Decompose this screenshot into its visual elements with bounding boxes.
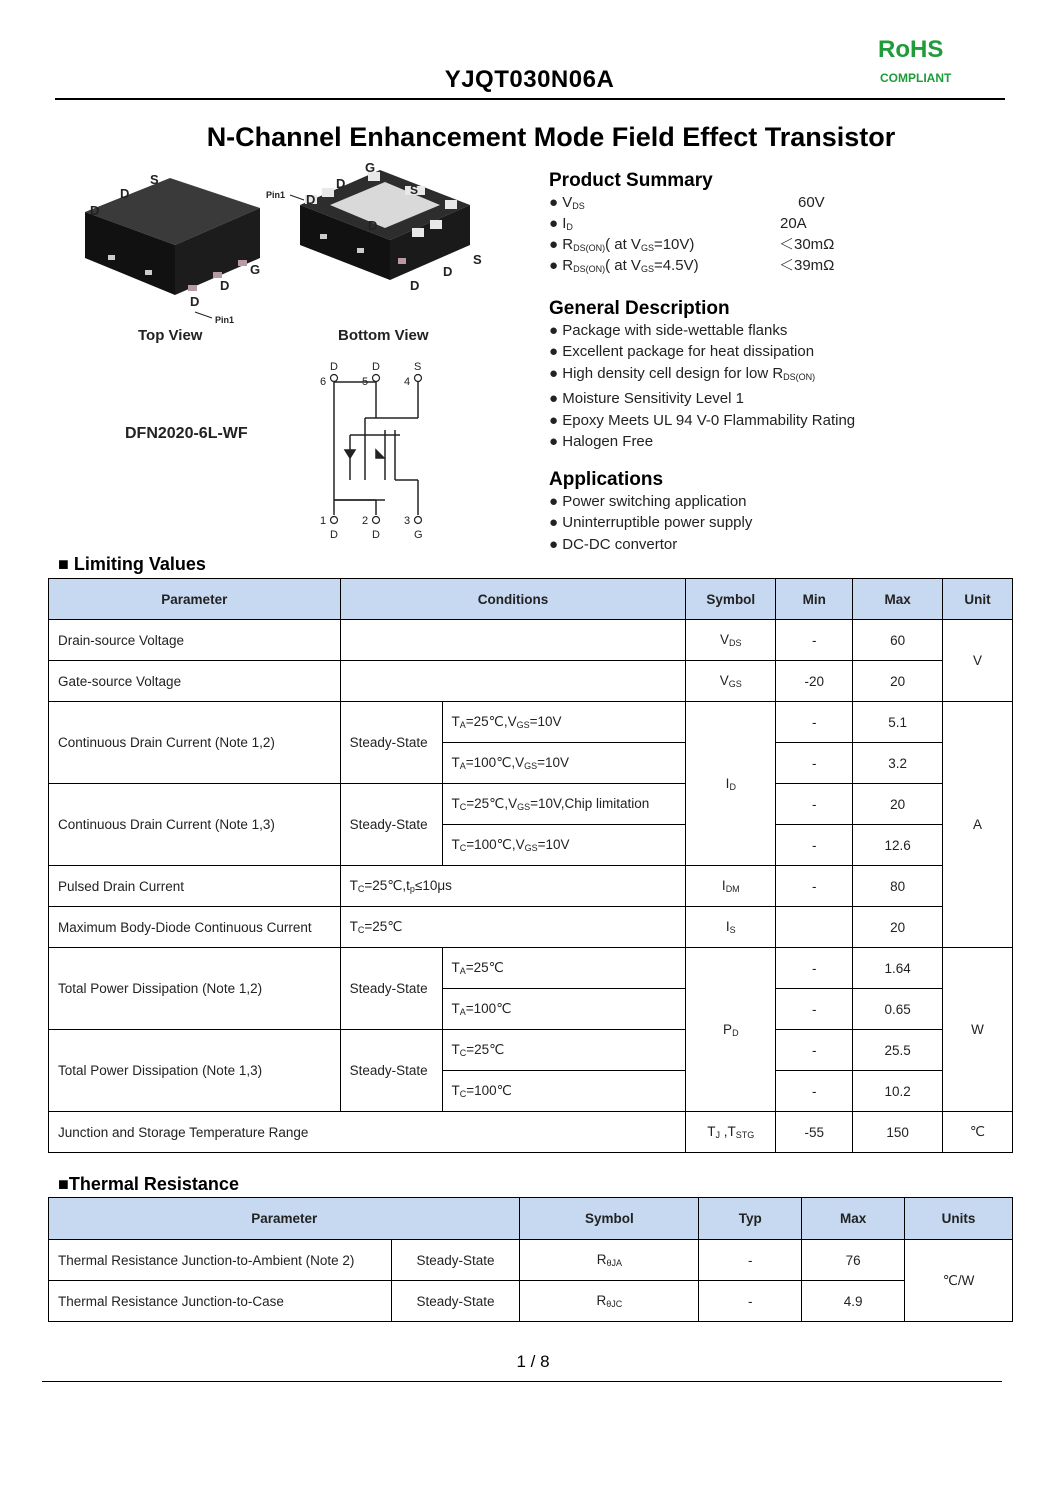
applications-heading: Applications	[549, 469, 664, 490]
table-row: Total Power Dissipation (Note 1,3) Steady-State $T_C=25℃$ - 25.5	[49, 1030, 1013, 1071]
pin-label-d: D	[90, 203, 100, 218]
schematic-diagram	[334, 382, 418, 515]
pin-label-s: S	[473, 252, 482, 267]
pin-label-d: D	[372, 529, 380, 541]
pin-label-g: G	[365, 160, 376, 175]
column-header: Typ	[699, 1198, 802, 1240]
summary-value-rds-10v: ＜30mΩ	[779, 236, 835, 253]
top-view-package	[85, 172, 260, 325]
column-header: Symbol	[686, 579, 776, 620]
column-header: Unit	[943, 579, 1013, 620]
table-row: $T_A=100℃$ - 0.65	[49, 989, 1013, 1030]
table-row: Junction and Storage Temperature Range $T_J$ $,T_{STG}$ -55 150 ℃	[49, 1112, 1013, 1153]
general-description-list	[549, 320, 855, 452]
column-header: Parameter	[49, 579, 341, 620]
table-row: Continuous Drain Current (Note 1,2) Steady-State $T_A=25℃,V_{GS}=10V$ $I_D$ - 5.1 A	[49, 702, 1013, 743]
table-row: Pulsed Drain Current $T_C=25℃,t_p\le 10\mu s$ $I_{DM}$ - 80	[49, 866, 1013, 907]
product-summary-heading: Product Summary	[549, 170, 713, 191]
column-header: Max	[853, 579, 943, 620]
pin-label-d: D	[306, 192, 316, 207]
pin-number: 3	[404, 515, 411, 527]
column-header: Max	[802, 1198, 905, 1240]
summary-value-id: 20A	[780, 215, 807, 232]
package-drawing	[60, 160, 510, 550]
summary-value-rds-4v5: ＜39mΩ	[779, 257, 835, 274]
pin-number: 4	[404, 376, 411, 388]
summary-row-rds-4v5: ● $R_{DS(ON)}$( at $V_{GS}=4.5V$)	[549, 257, 699, 274]
column-header: Units	[905, 1198, 1013, 1240]
footer-divider	[42, 1381, 1002, 1382]
table-header-row	[49, 579, 1013, 620]
page-number: 1 / 8	[516, 1352, 550, 1371]
list-item: ● Excellent package for heat dissipation	[549, 341, 855, 362]
pin-label-d: D	[443, 264, 453, 279]
product-summary-list	[549, 192, 969, 282]
list-item: ● DC-DC convertor	[549, 534, 752, 555]
pin-label-s: S	[410, 183, 419, 197]
list-item: ● Package with side-wettable flanks	[549, 320, 855, 341]
thermal-resistance-table	[48, 1197, 1013, 1322]
pin1-label: Pin1	[215, 315, 235, 325]
summary-row-id: ● $I_D$	[549, 215, 573, 232]
general-description-heading: General Description	[549, 298, 730, 319]
table-row: $T_C=100℃$ - 10.2	[49, 1071, 1013, 1112]
bottom-view-package	[266, 160, 482, 293]
column-header: Symbol	[520, 1198, 699, 1240]
pin-label-d: D	[190, 294, 200, 309]
pin-number: 6	[320, 376, 327, 388]
compliant-label: COMPLIANT	[880, 71, 952, 85]
list-item: ● Power switching application	[549, 491, 752, 512]
column-header: Parameter	[49, 1198, 520, 1240]
thermal-resistance-heading: ■Thermal Resistance	[58, 1174, 239, 1194]
pin-number: 2	[362, 515, 369, 527]
limiting-values-heading: ■ Limiting Values	[58, 554, 206, 574]
part-number: YJQT030N06A	[444, 66, 615, 93]
top-view-label: Top View	[138, 327, 203, 344]
pin-label-d: D	[336, 176, 346, 191]
list-item: ● High density cell design for low $R_{DS(ON)}$	[549, 363, 855, 388]
pin-label-g: G	[250, 262, 261, 277]
summary-value-vds: 60V	[798, 194, 825, 211]
table-row: $T_C=100℃,V_{GS}=10V$ - 12.6	[49, 825, 1013, 866]
rohs-label: RoHS	[878, 36, 944, 63]
package-name: DFN2020-6L-WF	[125, 425, 248, 442]
table-row: Gate-source Voltage $V_{GS}$ -20 20	[49, 661, 1013, 702]
summary-row-vds: ● $V_{DS}$	[549, 194, 585, 211]
bottom-view-label: Bottom View	[338, 327, 429, 344]
pin-number: 1	[320, 515, 327, 527]
pin-label-s: S	[150, 172, 159, 187]
list-item: ● Moisture Sensitivity Level 1	[549, 388, 855, 409]
page-title: N-Channel Enhancement Mode Field Effect Transistor	[206, 122, 896, 152]
column-header: Conditions	[340, 579, 686, 620]
pin-label-d: D	[372, 361, 380, 373]
table-row: Maximum Body-Diode Continuous Current $T_C=25℃$ $I_S$ 20	[49, 907, 1013, 948]
column-header: Min	[776, 579, 853, 620]
header-divider	[55, 98, 1005, 100]
table-row: Total Power Dissipation (Note 1,2) Steady-State $T_A=25℃$ $P_D$ - 1.64 W	[49, 948, 1013, 989]
list-item: ● Halogen Free	[549, 431, 855, 452]
pin-number: 5	[362, 376, 369, 388]
table-header-row	[49, 1198, 1013, 1240]
pin-label-d: D	[410, 278, 420, 293]
pin-label-d: D	[330, 361, 338, 373]
list-item: ● Epoxy Meets UL 94 V-0 Flammability Rating	[549, 410, 855, 431]
limiting-values-table	[48, 578, 1013, 1153]
pin-label-s: S	[414, 361, 422, 373]
applications-list	[549, 491, 752, 555]
table-row: Thermal Resistance Junction-to-Ambient (Note 2) Steady-State $R_{\theta JA}$ - 76 ℃/W	[49, 1240, 1013, 1281]
pin-label-g: G	[414, 529, 423, 541]
summary-row-rds-10v: ● $R_{DS(ON)}$( at $V_{GS}=10V$)	[549, 236, 695, 253]
table-row: Drain-source Voltage $V_{DS}$ - 60 V	[49, 620, 1013, 661]
table-row: Continuous Drain Current (Note 1,3) Steady-State $T_C=25℃,V_{GS}=10V,Chip$ limitation - 20	[49, 784, 1013, 825]
table-row: $T_A=100℃,V_{GS}=10V$ - 3.2	[49, 743, 1013, 784]
pin-label-d: D	[330, 529, 338, 541]
pin-label-d: D	[220, 278, 230, 293]
pin-label-d: D	[368, 218, 378, 233]
pin-label-d: D	[120, 186, 130, 201]
pin1-label: Pin1	[266, 190, 286, 200]
table-row: Thermal Resistance Junction-to-Case Steady-State $R_{\theta JC}$ - 4.9	[49, 1281, 1013, 1322]
list-item: ● Uninterruptible power supply	[549, 512, 752, 533]
